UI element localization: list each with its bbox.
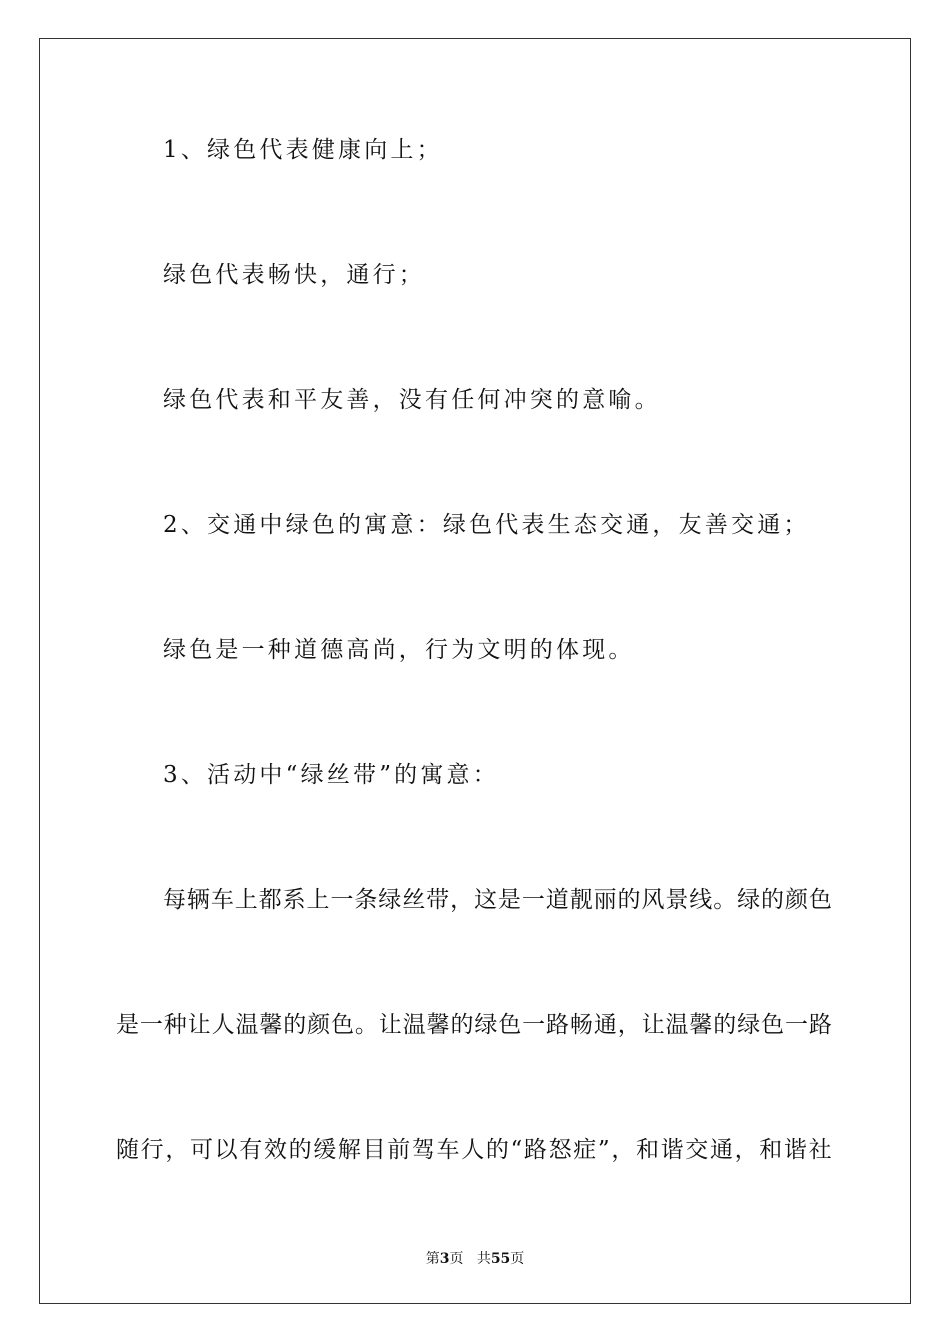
- footer-page-suffix: 页: [449, 1251, 464, 1267]
- body-line-2: 是 一 种 让 人 温 馨 的 颜 色 。 让 温 馨 的 绿 色 一 路 畅 通 ， 让 温 馨 的 绿 色 一 路: [116, 1012, 832, 1038]
- paragraph-3: 绿色代表和平友善，没有任何冲突的意喻。: [163, 387, 661, 413]
- footer-page-number: 3: [439, 1251, 450, 1267]
- footer-page-prefix: 第: [425, 1251, 440, 1267]
- paragraph-4: 2、交通中绿色的寓意：绿色代表生态交通，友善交通；: [163, 512, 810, 538]
- footer-total-prefix: 共: [476, 1251, 491, 1267]
- page-border: [39, 38, 911, 1304]
- paragraph-1: 1、绿色代表健康向上；: [163, 137, 443, 163]
- body-line-3: 随 行 ， 可 以 有 效 的 缓 解 目 前 驾 车 人 的 “ 路 怒 症 ” ， 和 谐 交 通 ， 和 谐 社: [116, 1137, 832, 1163]
- page-footer: [0, 1248, 950, 1268]
- footer-total-suffix: 页: [510, 1251, 525, 1267]
- body-line-1: 每 辆 车 上 都 系 上 一 条 绿 丝 带 ， 这 是 一 道 靓 丽 的 风 景 线 。 绿 的 颜 色: [163, 887, 832, 913]
- paragraph-6: 3、活动中“绿丝带”的寓意：: [163, 762, 499, 788]
- paragraph-2: 绿色代表畅快，通行；: [163, 262, 425, 288]
- paragraph-5: 绿色是一种道德高尚，行为文明的体现。: [163, 637, 635, 663]
- footer-total-pages: 55: [490, 1251, 511, 1267]
